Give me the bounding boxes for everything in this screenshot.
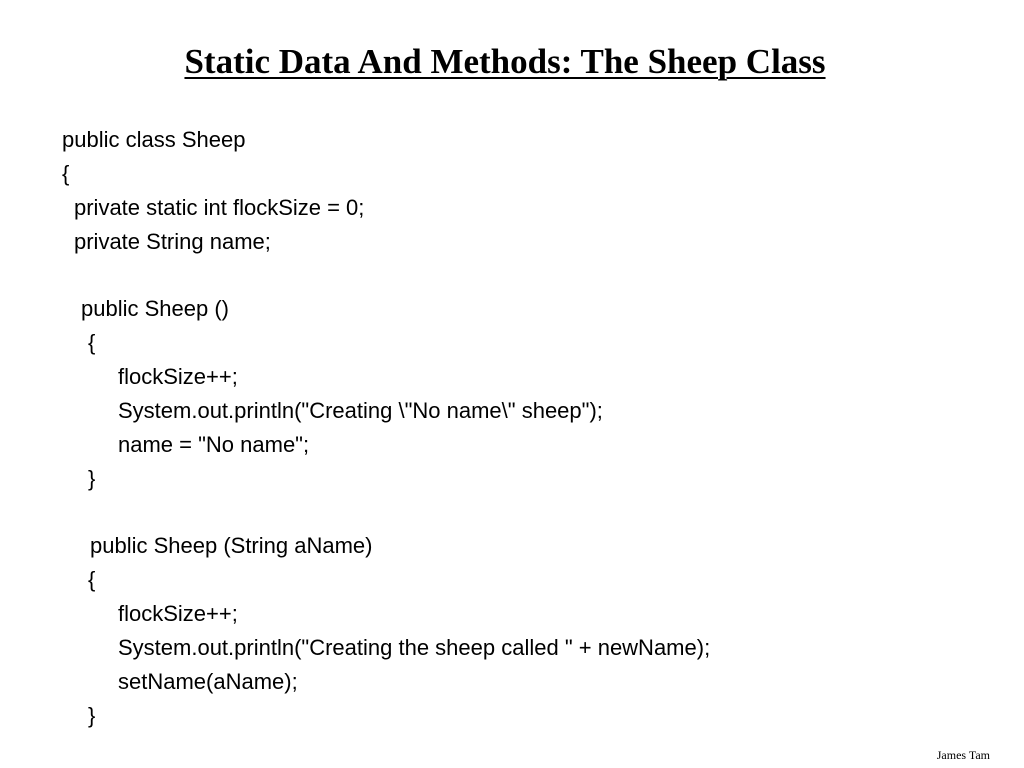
code-line: public class Sheep [62, 127, 246, 152]
code-line: { [88, 330, 96, 355]
code-line: flockSize++; [118, 601, 238, 626]
slide-title: Static Data And Methods: The Sheep Class [184, 42, 826, 81]
code-line: public Sheep (String aName) [90, 533, 373, 558]
code-line: private String name; [74, 229, 271, 254]
code-line: { [88, 567, 96, 592]
author-footer: James Tam [936, 748, 990, 762]
code-line: public Sheep () [81, 296, 229, 321]
code-line: System.out.println("Creating the sheep called " + newName); [118, 635, 711, 660]
code-line: name = "No name"; [118, 432, 310, 457]
code-line: { [62, 161, 70, 186]
code-line: } [88, 466, 96, 491]
code-line: } [88, 703, 96, 728]
code-line: System.out.println("Creating \"No name\" sheep"); [118, 398, 603, 423]
code-line: setName(aName); [118, 669, 298, 694]
code-line: private static int flockSize = 0; [74, 195, 365, 220]
code-line: flockSize++; [118, 364, 238, 389]
